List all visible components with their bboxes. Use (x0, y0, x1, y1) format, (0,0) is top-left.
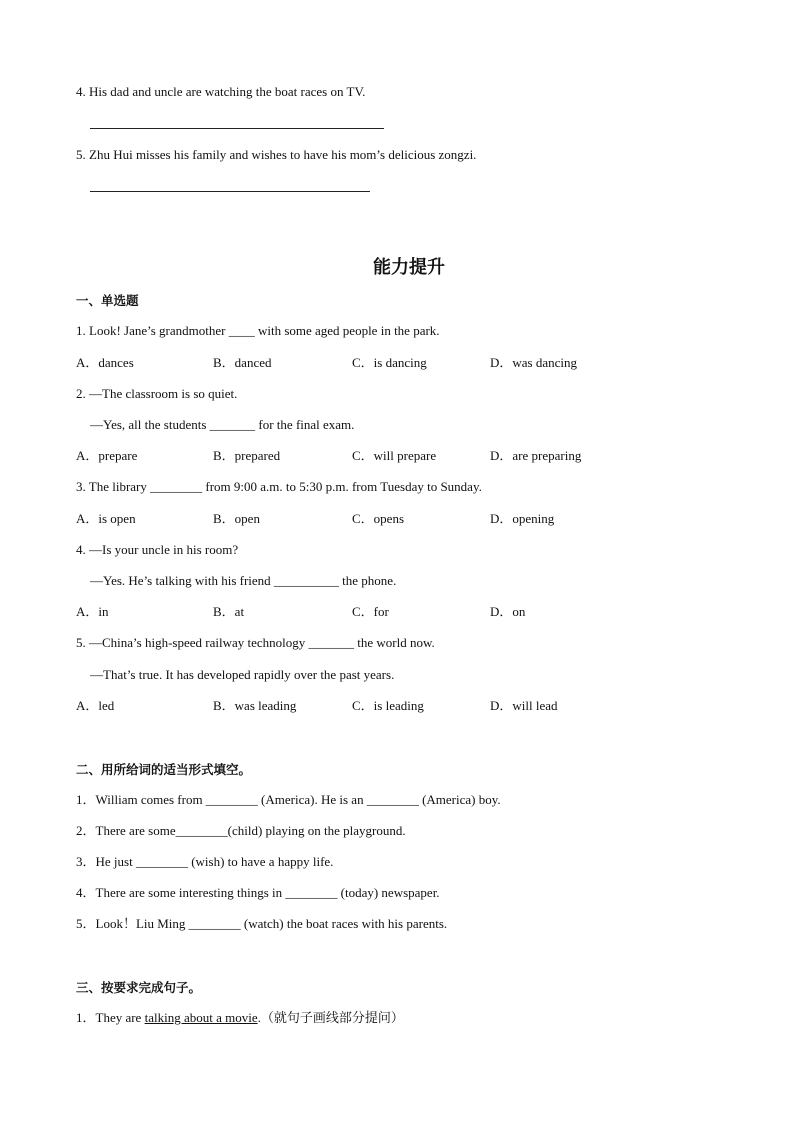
mc-q4-option-d: D．on (490, 604, 526, 619)
mc-question-3-stem: 3. The library ________ from 9:00 a.m. to 5:30 p.m. from Tuesday to Sunday. (76, 479, 482, 494)
section-2-heading: 二、用所给词的适当形式填空。 (76, 762, 252, 777)
section-3-heading: 三、按要求完成句子。 (76, 980, 202, 995)
fill-blank-item-2: 2．There are some________(child) playing on the playground. (76, 823, 406, 838)
mc-q4-option-c: C．for (352, 604, 389, 619)
mc-q2-option-a: A．prepare (76, 448, 138, 463)
answer-line-4 (90, 128, 384, 129)
mc-question-5-stem: 5. —China’s high-speed railway technology _______ the world now. (76, 635, 435, 650)
mc-q3-option-c: C．opens (352, 511, 405, 526)
mc-q3-option-d: D．opening (490, 511, 555, 526)
page-title: 能力提升 (373, 257, 445, 278)
mc-q4-option-b: B．at (213, 604, 245, 619)
mc-q2-option-c: C．will prepare (352, 448, 437, 463)
mc-question-5-stem-2: —That’s true. It has developed rapidly over the past years. (90, 667, 395, 682)
mc-q5-option-d: D．will lead (490, 698, 558, 713)
rewrite-q1-underlined-phrase: talking about a movie (144, 1010, 258, 1025)
mc-q5-option-a: A．led (76, 698, 115, 713)
mc-q3-option-b: B．open (213, 511, 260, 526)
mc-q1-option-b: B．danced (213, 355, 272, 370)
top-question-4: 4. His dad and uncle are watching the boat races on TV. (76, 84, 366, 99)
fill-blank-item-4: 4．There are some interesting things in ________ (today) newspaper. (76, 885, 440, 900)
mc-q4-option-a: A．in (76, 604, 109, 619)
mc-question-4-stem: 4. —Is your uncle in his room? (76, 542, 239, 557)
mc-q1-option-c: C．is dancing (352, 355, 427, 370)
fill-blank-item-1: 1．William comes from ________ (America). He is an ________ (America) boy. (76, 792, 501, 807)
mc-q2-option-d: D．are preparing (490, 448, 582, 463)
rewrite-q1-prefix: 1．They are (76, 1010, 145, 1025)
mc-question-1-stem: 1. Look! Jane’s grandmother ____ with some aged people in the park. (76, 323, 440, 338)
mc-q2-option-b: B．prepared (213, 448, 281, 463)
answer-line-5 (90, 191, 370, 192)
fill-blank-item-3: 3．He just ________ (wish) to have a happy life. (76, 854, 334, 869)
mc-q5-option-c: C．is leading (352, 698, 424, 713)
mc-q3-option-a: A．is open (76, 511, 136, 526)
mc-question-2-stem: 2. —The classroom is so quiet. (76, 386, 238, 401)
top-question-5: 5. Zhu Hui misses his family and wishes to have his mom’s delicious zongzi. (76, 147, 477, 162)
mc-question-4-stem-2: —Yes. He’s talking with his friend __________ the phone. (90, 573, 397, 588)
mc-q1-option-a: A．dances (76, 355, 134, 370)
mc-q1-option-d: D．was dancing (490, 355, 578, 370)
section-1-heading: 一、单选题 (76, 293, 139, 308)
mc-question-2-stem-2: —Yes, all the students _______ for the final exam. (90, 417, 355, 432)
fill-blank-item-5: 5．Look！Liu Ming ________ (watch) the boat races with his parents. (76, 916, 448, 931)
rewrite-q1-instruction: .（就句子画线部分提问） (257, 1010, 404, 1025)
mc-q5-option-b: B．was leading (213, 698, 297, 713)
rewrite-question-1 (76, 1010, 404, 1026)
